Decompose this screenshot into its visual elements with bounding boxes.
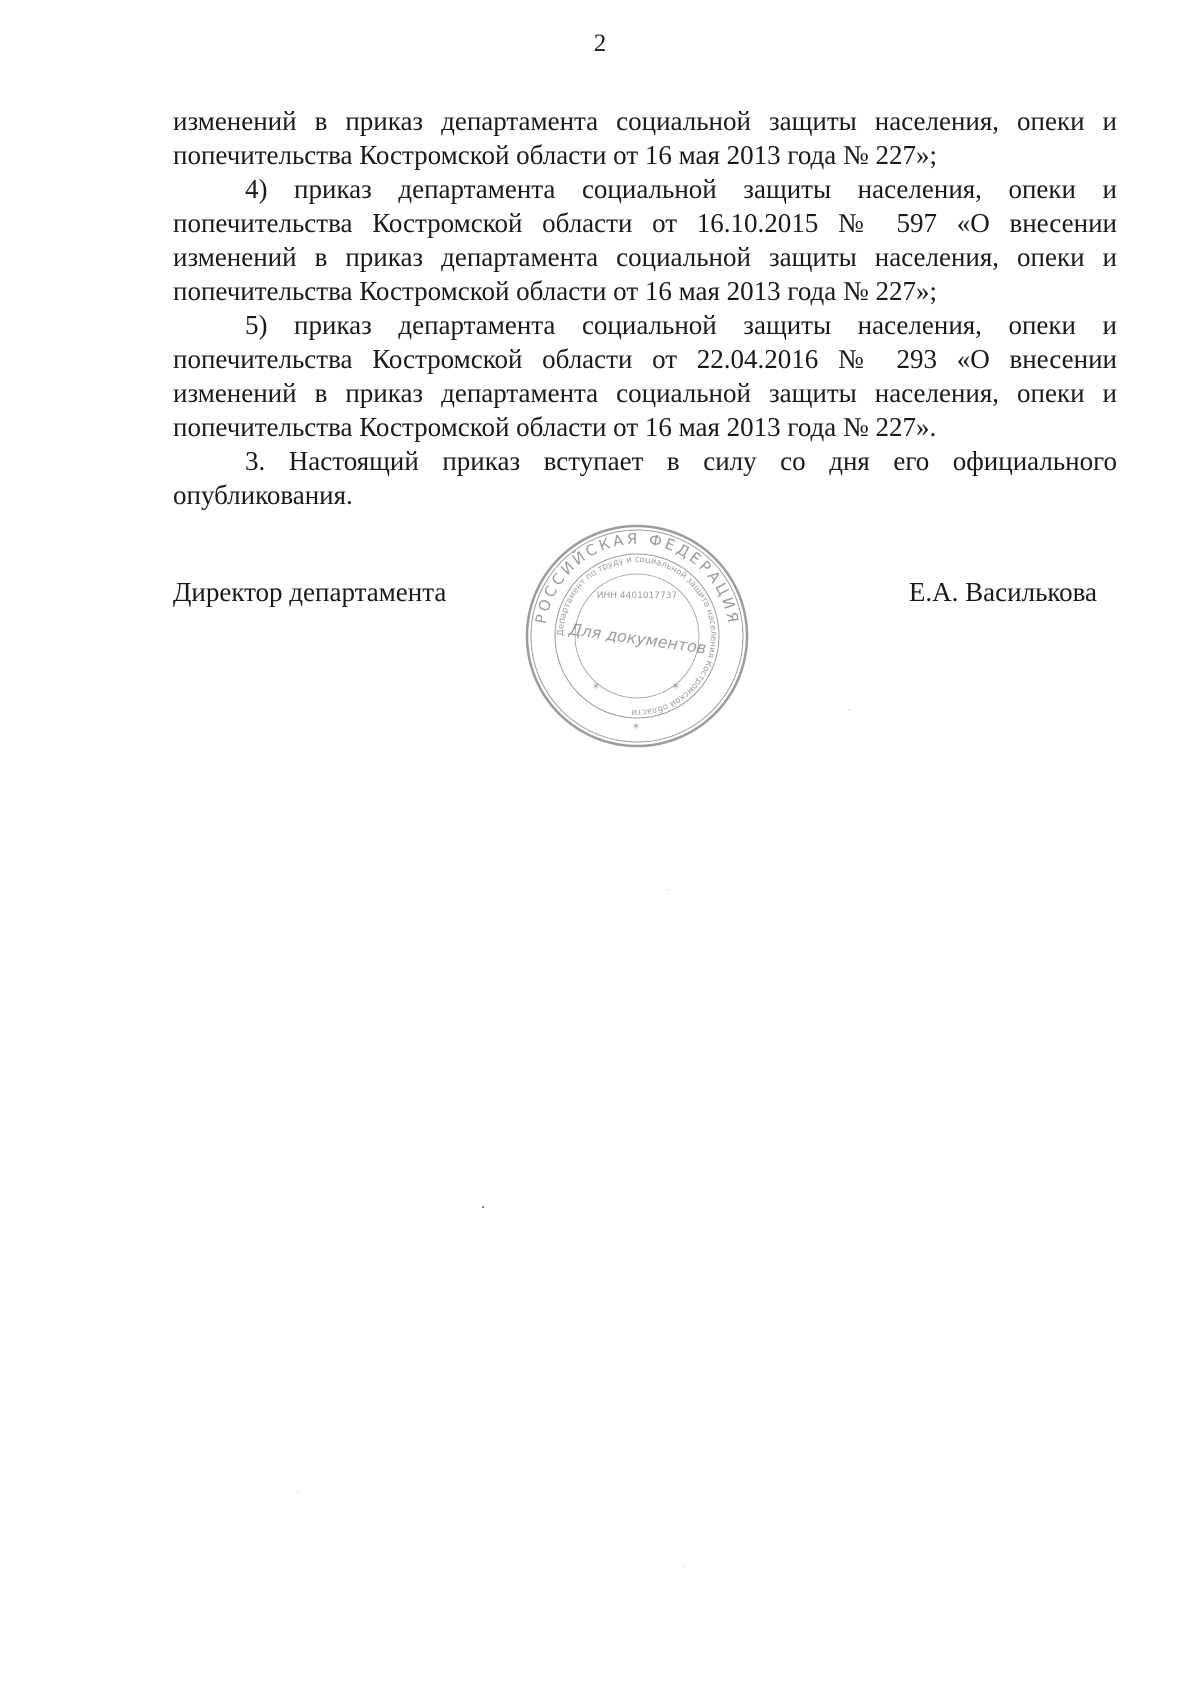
stamp-outer-text: РОССИЙСКАЯ ФЕДЕРАЦИЯ	[531, 529, 743, 627]
paragraph-item-4: 4) приказ департамента социальной защиты населения, опеки и попечительства Костромской области от 16.10.2015 № 597 «О внесении изменений в приказ департамента социальной защиты населения, опеки и попечительства Костромской области от 16 мая 2013 года № 227»;	[173, 174, 1117, 306]
stamp-center-text: Для документов	[567, 619, 708, 658]
official-seal-stamp	[523, 522, 751, 750]
scan-speck	[684, 1566, 685, 1567]
paragraph-item-5: 5) приказ департамента социальной защиты населения, опеки и попечительства Костромской области от 22.04.2016 № 293 «О внесении изменений в приказ департамента социальной защиты населения, опеки и попечительства Костромской области от 16 мая 2013 года № 227».	[173, 310, 1117, 442]
scan-speck	[849, 709, 850, 710]
stamp-star-bottom: *	[633, 721, 639, 735]
paragraph-clause-3: 3. Настоящий приказ вступает в силу со дня его официального опубликования.	[173, 446, 1117, 510]
scan-speck	[668, 889, 669, 890]
page-number: 2	[593, 30, 607, 57]
stamp-star-left: *	[593, 681, 599, 695]
document-body	[173, 104, 1117, 512]
scan-speck	[482, 1206, 484, 1208]
paragraph-continuation: изменений в приказ департамента социальной защиты населения, опеки и попечительства Костромской области от 16 мая 2013 года № 227»;	[173, 106, 1117, 170]
signatory-title: Директор департамента	[173, 577, 447, 607]
stamp-star-right: *	[673, 681, 679, 695]
scan-speck	[297, 1492, 298, 1493]
signatory-name: Е.А. Василькова	[908, 577, 1097, 607]
stamp-inner-text: Департамент по труду и социальной защите населения Костромской области	[555, 554, 719, 718]
stamp-inn: ИНН 4401017737	[596, 591, 678, 601]
